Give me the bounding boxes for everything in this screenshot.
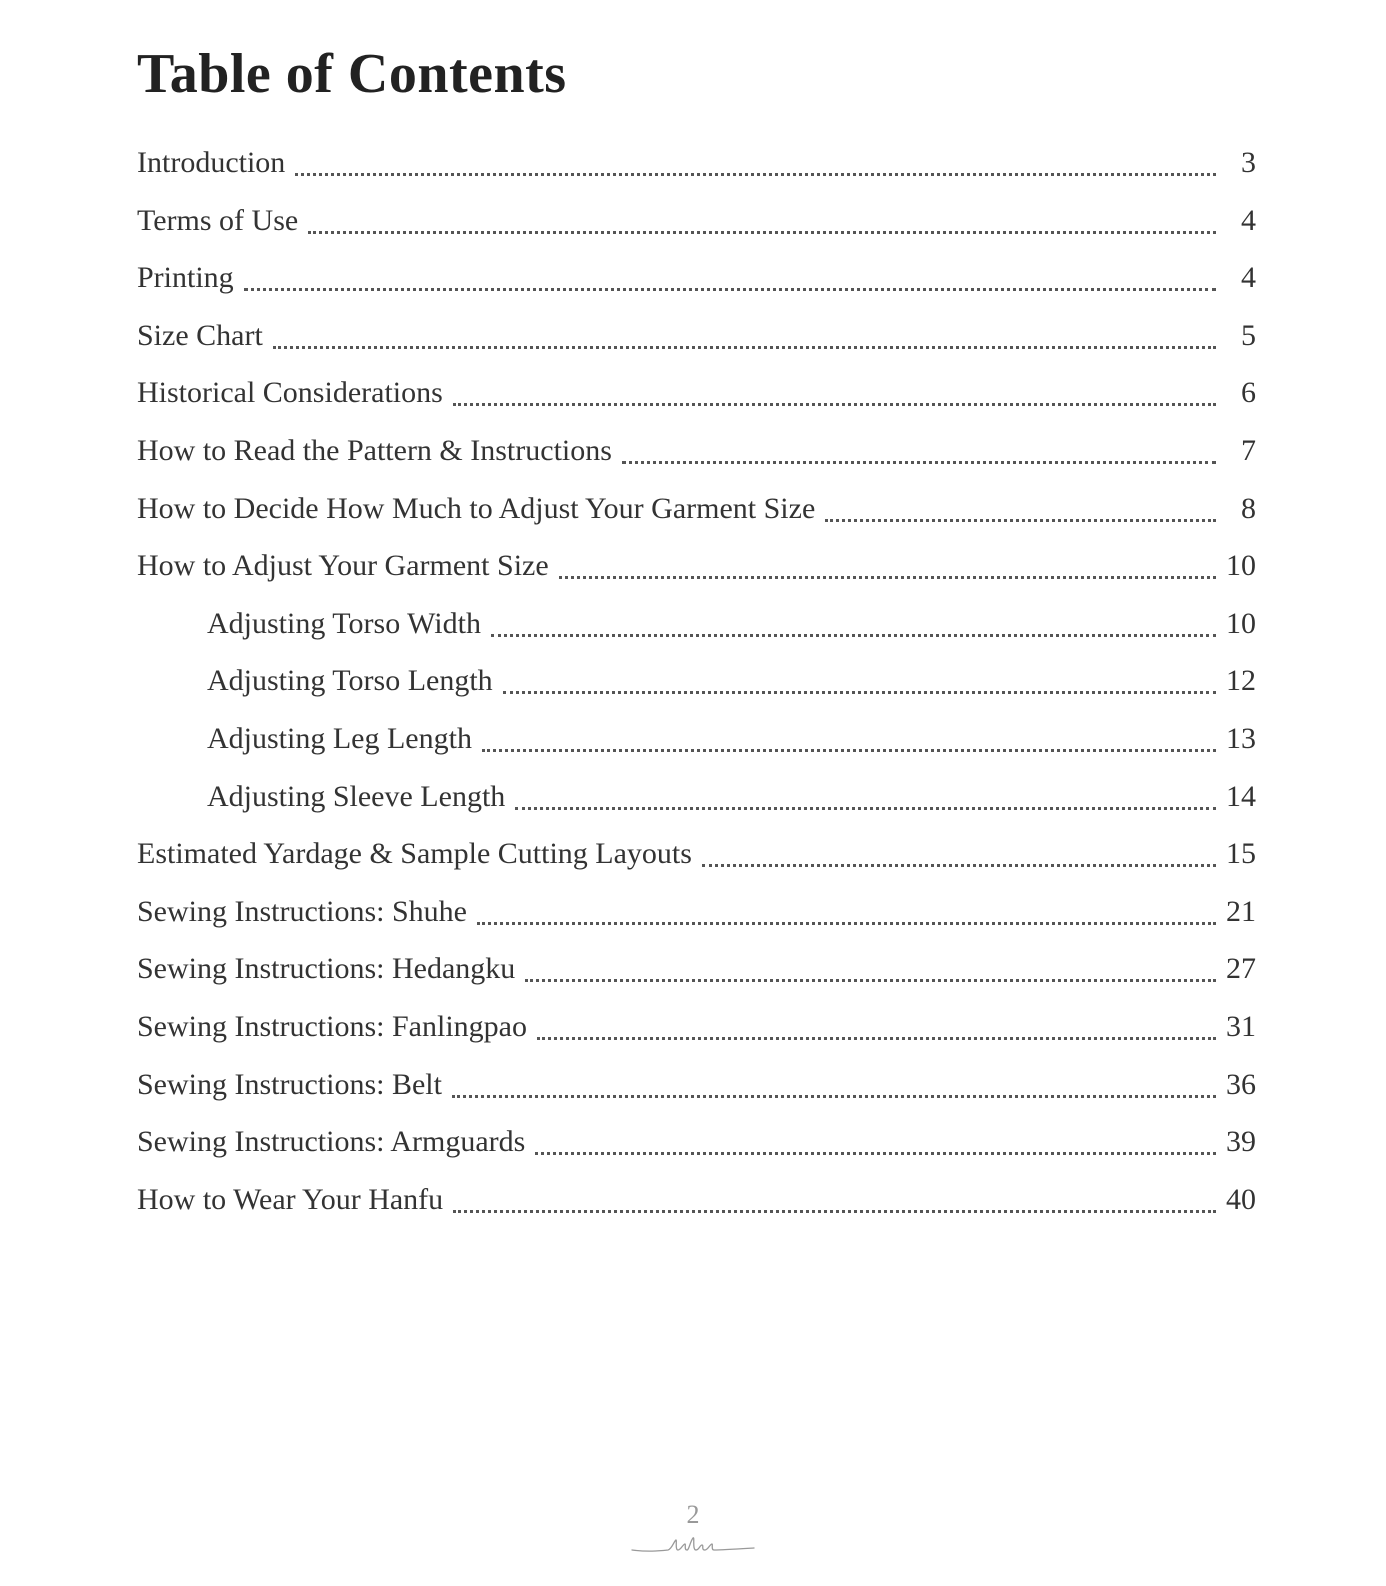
dot-leader [452,1095,1216,1098]
toc-entry-introduction[interactable] [137,145,1256,203]
dot-leader [477,922,1216,925]
toc-entry-historical-considerations[interactable] [137,375,1256,433]
toc-entry-page: 40 [1226,1182,1256,1216]
toc-entry-title: Introduction [137,146,286,179]
toc-entry-sewing-belt[interactable] [137,1067,1256,1125]
dot-leader [559,576,1216,579]
toc-entry-page: 10 [1226,549,1256,583]
toc-entry-page: 4 [1241,203,1256,237]
toc-subentry-sleeve-length[interactable] [137,779,1256,837]
toc-entry-terms-of-use[interactable] [137,203,1256,261]
toc-entry-sewing-shuhe[interactable] [137,894,1256,952]
dot-leader [308,231,1216,234]
toc-entry-page: 15 [1226,837,1256,871]
toc-entry-page: 8 [1241,491,1256,525]
toc-entry-page: 7 [1241,433,1256,467]
toc-entry-page: 21 [1226,894,1256,928]
dot-leader [535,1152,1216,1155]
toc-entry-how-to-read-pattern[interactable] [137,433,1256,491]
toc-entry-title: Adjusting Torso Width [207,606,481,640]
toc-entry-title: Adjusting Sleeve Length [207,779,506,813]
toc-entry-title: Sewing Instructions: Hedangku [137,952,516,986]
toc-entry-title: Sewing Instructions: Armguards [137,1125,526,1159]
toc-entry-page: 12 [1226,664,1256,698]
toc-entry-title: How to Adjust Your Garment Size [137,549,549,583]
dot-leader [702,864,1216,867]
toc-entry-sewing-hedangku[interactable] [137,951,1256,1009]
toc-entry-title: How to Wear Your Hanfu [137,1182,444,1216]
toc-entry-title: Terms of Use [137,203,299,237]
toc-subentry-torso-length[interactable] [137,663,1256,721]
toc-entry-size-chart[interactable] [137,318,1256,376]
toc-entry-how-to-adjust-size[interactable] [137,548,1256,606]
toc-entry-page: 5 [1241,318,1256,352]
toc-entry-title: Printing [137,261,234,295]
table-of-contents [137,145,1256,1239]
dot-leader [515,807,1216,810]
toc-entry-page: 36 [1226,1067,1256,1101]
dot-leader [537,1037,1216,1040]
toc-entry-title: Adjusting Torso Length [207,664,493,698]
toc-entry-yardage-layouts[interactable] [137,836,1256,894]
toc-entry-title: Sewing Instructions: Fanlingpao [137,1009,527,1043]
toc-entry-page: 3 [1241,146,1256,179]
dot-leader [482,749,1216,752]
toc-entry-page: 10 [1226,606,1256,640]
toc-entry-page: 4 [1241,261,1256,295]
toc-entry-page: 6 [1241,376,1256,410]
toc-entry-title: Size Chart [137,318,263,352]
toc-entry-title: How to Read the Pattern & Instructions [137,433,612,467]
toc-entry-page: 39 [1226,1125,1256,1159]
dot-leader [453,403,1216,406]
signature-logo [628,1532,758,1558]
dot-leader [295,173,1216,176]
dot-leader [453,1210,1216,1213]
toc-entry-page: 13 [1226,721,1256,755]
toc-entry-sewing-fanlingpao[interactable] [137,1009,1256,1067]
dot-leader [273,346,1216,349]
page-title: Table of Contents [137,43,567,105]
toc-entry-page: 27 [1226,952,1256,986]
toc-subentry-torso-width[interactable] [137,606,1256,664]
toc-entry-title: How to Decide How Much to Adjust Your Garment Size [137,491,816,525]
toc-entry-title: Estimated Yardage & Sample Cutting Layouts [137,837,692,871]
page-number: 2 [686,1500,700,1529]
toc-entry-page: 14 [1226,779,1256,813]
dot-leader [622,461,1216,464]
dot-leader [825,519,1216,522]
toc-subentry-leg-length[interactable] [137,721,1256,779]
dot-leader [503,691,1216,694]
toc-entry-how-to-wear[interactable] [137,1182,1256,1240]
toc-entry-title: Adjusting Leg Length [207,721,472,755]
toc-entry-title: Historical Considerations [137,376,443,410]
toc-entry-title: Sewing Instructions: Belt [137,1067,442,1101]
page-footer [0,1500,1386,1558]
toc-entry-page: 31 [1226,1009,1256,1043]
dot-leader [525,979,1216,982]
toc-entry-how-to-decide-adjustment[interactable] [137,491,1256,549]
toc-entry-title: Sewing Instructions: Shuhe [137,894,467,928]
toc-entry-sewing-armguards[interactable] [137,1124,1256,1182]
dot-leader [491,634,1216,637]
dot-leader [244,288,1216,291]
toc-entry-printing[interactable] [137,260,1256,318]
